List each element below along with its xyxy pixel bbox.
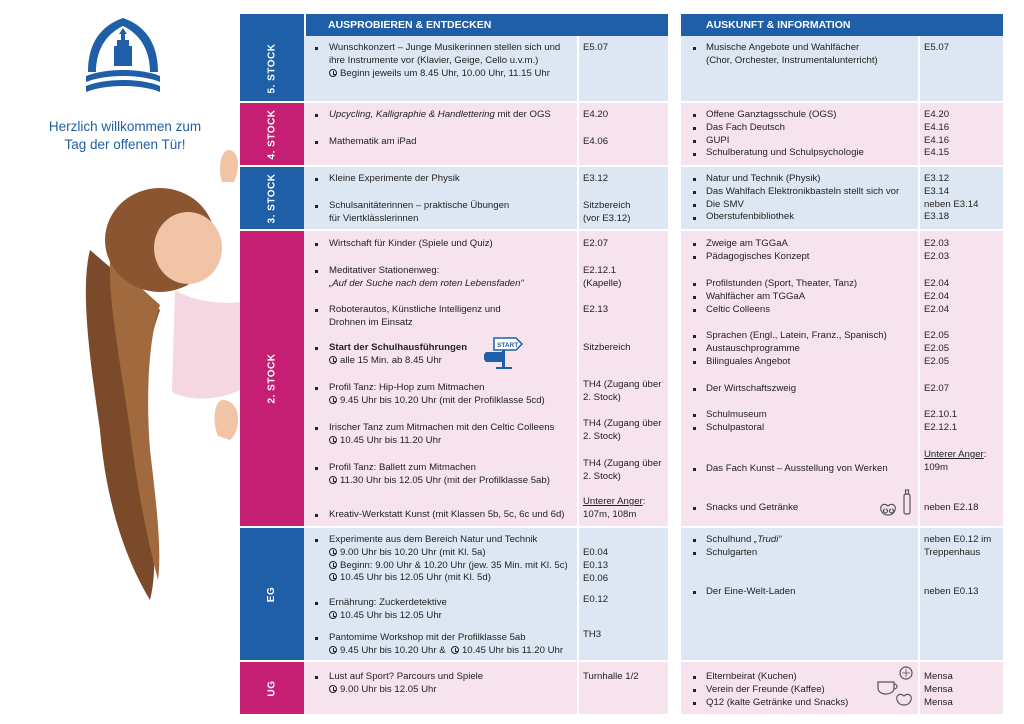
list-item: Irischer Tanz zum Mitmachen mit den Celtic Colleens 10.45 Uhr bis 11.20 Uhr bbox=[329, 422, 555, 446]
bullet bbox=[693, 114, 696, 117]
header-left: AUSPROBIEREN & ENTDECKEN bbox=[240, 14, 668, 36]
bullet bbox=[693, 361, 696, 364]
list-item: Lust auf Sport? Parcours und Spiele 9.00 Uhr bis 12.05 Uhr bbox=[329, 671, 484, 695]
clock-icon bbox=[329, 476, 337, 484]
bullet bbox=[315, 347, 318, 350]
bullet bbox=[693, 191, 696, 194]
room-label: E2.04 E2.04 E2.04 bbox=[924, 278, 950, 315]
bullet bbox=[693, 47, 696, 50]
bullet bbox=[315, 47, 318, 50]
room-label: E0.04 E0.13 E0.06 bbox=[583, 547, 609, 584]
cake-coffee-pretzel-icon bbox=[874, 664, 916, 710]
bullet bbox=[693, 296, 696, 299]
room-label: neben E0.13 bbox=[924, 586, 979, 597]
bullet bbox=[315, 270, 318, 273]
floor-label-eg: EG bbox=[240, 528, 304, 660]
clock-icon bbox=[329, 436, 337, 444]
room-label: E4.20 E4.16 E4.16 E4.15 bbox=[924, 109, 950, 159]
clock-icon bbox=[329, 561, 337, 569]
list-item: Kreativ-Werkstatt Kunst (mit Klassen 5b, 5c, 6c und 6d) bbox=[329, 509, 565, 520]
bullet bbox=[693, 539, 696, 542]
list-item: Profil Tanz: Ballett zum Mitmachen 11.30 Uhr bis 12.05 Uhr (mit der Profilklasse 5ab) bbox=[329, 462, 550, 486]
floor-label-4-stock: 4. STOCK bbox=[240, 103, 304, 165]
room-label: E2.12.1 (Kapelle) bbox=[583, 265, 622, 289]
room-label: Sitzbereich (vor E3.12) bbox=[583, 200, 631, 224]
bullet bbox=[693, 591, 696, 594]
list-item: Das Fach Kunst – Ausstellung von Werken bbox=[706, 463, 888, 474]
list-item: Offene Ganztagsschule (OGS) Das Fach Deutsch GUPI Schulberatung und Schulpsychologie bbox=[706, 109, 864, 159]
room-label: E5.07 bbox=[924, 42, 950, 53]
room-label: E2.10.1 E2.12.1 bbox=[924, 409, 958, 433]
clock-icon bbox=[329, 548, 337, 556]
clock-icon bbox=[329, 396, 337, 404]
bullet bbox=[315, 243, 318, 246]
room-label: E5.07 bbox=[583, 42, 609, 53]
header-right: AUSKUNFT & INFORMATION bbox=[681, 14, 1003, 36]
bullet bbox=[693, 348, 696, 351]
bullet bbox=[315, 205, 318, 208]
floor-label-2-stock: 2. STOCK bbox=[240, 231, 304, 526]
list-item: Schulmuseum Schulpastoral bbox=[706, 409, 767, 433]
bullet bbox=[315, 178, 318, 181]
room-label: E2.07 bbox=[924, 383, 950, 394]
start-sign-text: START bbox=[497, 342, 519, 349]
bullet bbox=[693, 676, 696, 679]
clock-icon bbox=[329, 685, 337, 693]
bullet bbox=[315, 676, 318, 679]
list-item: Der Eine-Welt-Laden bbox=[706, 586, 796, 597]
clock-icon bbox=[329, 646, 337, 654]
clock-icon bbox=[451, 646, 459, 654]
floor-label-5-stock: 5. STOCK bbox=[240, 36, 304, 101]
bullet bbox=[693, 178, 696, 181]
header-divider bbox=[304, 14, 306, 36]
bullet bbox=[315, 427, 318, 430]
room-label: E0.12 bbox=[583, 594, 609, 605]
bullet bbox=[693, 204, 696, 207]
room-label: TH4 (Zugang über 2. Stock) bbox=[583, 379, 662, 403]
list-item: Wunschkonzert – Junge Musikerinnen stellen sich und ihre Instrumente vor (Klavier, Geige, Cello u.v.m.) Beginn jeweils um 8.45 Uhr, 10.00 Uhr, 11.15 Uhr bbox=[329, 42, 561, 79]
room-label: E3.12 bbox=[583, 173, 609, 184]
room-label: E2.13 bbox=[583, 304, 609, 315]
list-item: Kleine Experimente der Physik bbox=[329, 173, 460, 184]
clock-icon bbox=[329, 69, 337, 77]
floor-label-ug: UG bbox=[240, 662, 304, 714]
bullet bbox=[693, 552, 696, 555]
list-item: Profilstunden (Sport, Theater, Tanz) Wahlfächer am TGGaA Celtic Colleens bbox=[706, 278, 858, 315]
bullet bbox=[315, 539, 318, 542]
pretzel-bottle-icon bbox=[876, 488, 916, 522]
room-label: TH3 bbox=[583, 629, 602, 640]
list-item: Mathematik am iPad bbox=[329, 136, 417, 147]
welcome-text: Herzlich willkommen zum Tag der offenen Tür! bbox=[48, 119, 202, 152]
bullet bbox=[315, 141, 318, 144]
bullet bbox=[315, 602, 318, 605]
room-label: E2.03 E2.03 bbox=[924, 238, 950, 262]
room-label: Mensa Mensa Mensa bbox=[924, 671, 953, 708]
room-label: TH4 (Zugang über 2. Stock) bbox=[583, 458, 662, 482]
list-item: Meditativer Stationenweg: „Auf der Suche nach dem roten Lebensfaden“ bbox=[329, 265, 524, 289]
room-label: neben E2.18 bbox=[924, 502, 979, 513]
list-item: Musische Angebote und Wahlfächer (Chor, Orchester, Instrumentalunterricht) bbox=[706, 42, 878, 66]
col-divider-left bbox=[577, 14, 579, 714]
bullet bbox=[693, 140, 696, 143]
band-2-stock-right bbox=[681, 231, 1003, 526]
bullet bbox=[693, 309, 696, 312]
bullet bbox=[693, 702, 696, 705]
room-label: TH4 (Zugang über 2. Stock) bbox=[583, 418, 662, 442]
room-label: neben E0.12 im Treppenhaus bbox=[924, 534, 992, 558]
list-item: Schulsanitäterinnen – praktische Übungen für Viertklässlerinnen bbox=[329, 200, 510, 224]
room-label: E4.06 bbox=[583, 136, 609, 147]
bullet bbox=[693, 507, 696, 510]
bullet bbox=[693, 414, 696, 417]
clock-icon bbox=[329, 611, 337, 619]
room-label: E2.07 bbox=[583, 238, 609, 249]
girl-peeking-image bbox=[50, 130, 240, 610]
bullet bbox=[693, 127, 696, 130]
bullet bbox=[315, 309, 318, 312]
room-label: E4.20 bbox=[583, 109, 609, 120]
bullet bbox=[315, 387, 318, 390]
list-item: Snacks und Getränke bbox=[706, 502, 799, 513]
room-label: E2.05 E2.05 E2.05 bbox=[924, 330, 950, 367]
start-signpost-icon bbox=[484, 336, 524, 370]
list-item: Start der Schulhausführungen alle 15 Min. ab 8.45 Uhr bbox=[329, 342, 468, 366]
room-label: Sitzbereich bbox=[583, 342, 631, 353]
list-item: Upcycling, Kalligraphie & Handlettering mit der OGS bbox=[329, 109, 551, 120]
list-item: Roboterautos, Künstliche Intelligenz und Drohnen im Einsatz bbox=[329, 304, 501, 328]
room-label: E3.12 E3.14 neben E3.14 E3.18 bbox=[924, 173, 979, 223]
list-item: Pantomime Workshop mit der Profilklasse 5ab 9.45 Uhr bis 10.20 Uhr & 10.45 Uhr bis 11.20 Uhr bbox=[329, 632, 564, 656]
room-label: Turnhalle 1/2 bbox=[583, 671, 639, 682]
bullet bbox=[315, 114, 318, 117]
bullet bbox=[693, 388, 696, 391]
bullet bbox=[693, 217, 696, 220]
bullet bbox=[693, 153, 696, 156]
col-divider-right bbox=[918, 14, 920, 714]
bullet bbox=[315, 637, 318, 640]
list-item: Experimente aus dem Bereich Natur und Technik 9.00 Uhr bis 10.20 Uhr (mit Kl. 5a) Beginn: 9.00 Uhr & 10.20 Uhr (jew. 35 Min. mit Kl. 5c) 10.45 Uhr bis 12.05 Uhr (mit Kl. 5d) bbox=[329, 534, 568, 584]
bullet bbox=[693, 283, 696, 286]
bullet bbox=[693, 427, 696, 430]
list-item: Wirtschaft für Kinder (Spiele und Quiz) bbox=[329, 238, 493, 249]
list-item: Schulhund „Trudi“ Schulgarten bbox=[706, 534, 782, 558]
clock-icon bbox=[329, 356, 337, 364]
list-item: Profil Tanz: Hip-Hop zum Mitmachen 9.45 Uhr bis 10.20 Uhr (mit der Profilklasse 5cd) bbox=[329, 382, 545, 406]
bullet bbox=[693, 468, 696, 471]
room-label: Unterer Anger: 109m bbox=[924, 449, 987, 473]
bullet bbox=[693, 689, 696, 692]
bullet bbox=[693, 335, 696, 338]
list-item: Der Wirtschaftszweig bbox=[706, 383, 797, 394]
room-label: Unterer Anger: 107m, 108m bbox=[583, 496, 646, 520]
list-item: Elternbeirat (Kuchen) Verein der Freunde (Kaffee) Q12 (kalte Getränke und Snacks) bbox=[706, 671, 849, 708]
bullet bbox=[693, 243, 696, 246]
list-item: Natur und Technik (Physik) Das Wahlfach Elektronikbasteln stellt sich vor Die SMV Oberstufenbibliothek bbox=[706, 173, 900, 223]
list-item: Sprachen (Engl., Latein, Franz., Spanisch) Austauschprogramme Bilinguales Angebot bbox=[706, 330, 887, 367]
list-item: Zweige am TGGaA Pädagogisches Konzept bbox=[706, 238, 810, 262]
bullet bbox=[315, 467, 318, 470]
clock-icon bbox=[329, 573, 337, 581]
bullet bbox=[315, 514, 318, 517]
bullet bbox=[693, 256, 696, 259]
list-item: Ernährung: Zuckerdetektive 10.45 Uhr bis 12.05 Uhr bbox=[329, 597, 447, 621]
floor-label-3-stock: 3. STOCK bbox=[240, 167, 304, 229]
school-logo bbox=[80, 14, 166, 100]
